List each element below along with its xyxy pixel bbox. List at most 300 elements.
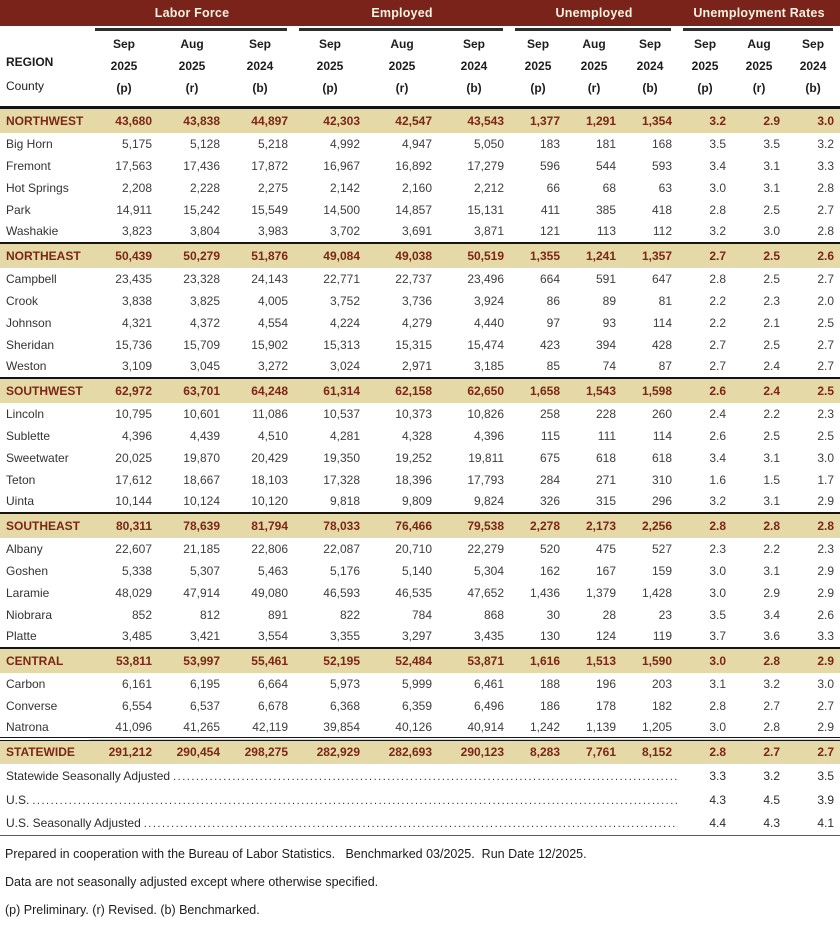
count-cell: 5,973: [329, 676, 360, 691]
count-cell: 4,439: [189, 428, 220, 443]
rate-cell: 4.1: [786, 812, 840, 836]
count-cell: 10,601: [183, 406, 220, 421]
row-label: NORTHWEST: [6, 113, 84, 128]
count-cell: 14,857: [395, 202, 432, 217]
rate-cell: 2.8: [732, 648, 786, 673]
count-cell: 8,283: [510, 739, 566, 764]
rate-cell: 2.8: [709, 271, 727, 286]
rate-cell: 3.1: [763, 494, 781, 508]
row-label: Washakie: [6, 224, 59, 238]
region-header-label: REGION: [6, 55, 54, 69]
rate-cell: 1.7: [817, 472, 835, 487]
count-cell: 282,693: [366, 739, 438, 764]
count-cell: 130: [540, 629, 561, 643]
count-cell: 17,563: [115, 158, 152, 173]
adjusted-rate-row: [0, 812, 840, 836]
group-header-unemployed: Unemployed: [510, 0, 678, 26]
count-cell: 6,678: [257, 698, 288, 713]
count-cell: 24,143: [251, 271, 288, 286]
count-cell: 44,897: [251, 113, 288, 128]
count-cell: 22,279: [467, 541, 505, 556]
count-cell: 114: [652, 428, 673, 443]
count-cell: 15,242: [183, 202, 220, 217]
group-underline-labor-force: [90, 26, 294, 33]
count-cell: 17,436: [183, 158, 220, 173]
rate-cell: 2.9: [817, 494, 835, 508]
count-cell: 15,131: [467, 202, 505, 217]
county-row: [0, 717, 840, 739]
count-cell: 19,811: [468, 450, 505, 465]
rate-cell: 3.0: [678, 648, 732, 673]
count-cell: 6,161: [121, 676, 152, 691]
count-cell: 423: [540, 337, 561, 352]
count-cell: 4,281: [329, 428, 360, 443]
count-cell: 17,279: [467, 158, 505, 173]
period-tag: (r): [395, 81, 409, 95]
count-cell: 1,513: [566, 648, 622, 673]
county-row: [0, 560, 840, 582]
count-cell: 784: [411, 607, 432, 622]
count-cell: 298,275: [226, 739, 294, 764]
county-row: [0, 626, 840, 648]
rate-cell: 2.9: [817, 719, 835, 734]
count-cell: 284: [540, 472, 561, 487]
count-cell: 9,818: [329, 494, 360, 508]
row-label: Albany: [6, 541, 43, 556]
rate-cell: 3.0: [709, 585, 727, 600]
corner-underline-spacer: [0, 26, 90, 33]
region-county-header: [0, 33, 90, 108]
count-cell: 162: [540, 563, 561, 578]
period-month: Sep: [527, 37, 550, 51]
count-cell: 5,307: [189, 563, 220, 578]
count-cell: 1,139: [586, 719, 617, 734]
adjusted-row-label-cell: [0, 764, 678, 788]
count-cell: 1,241: [566, 243, 622, 268]
row-label: NORTHEAST: [0, 243, 90, 268]
count-cell: 3,185: [474, 359, 505, 373]
region-row: [0, 243, 840, 268]
rate-cell: 3.2: [763, 676, 781, 691]
count-cell: 1,543: [566, 378, 622, 403]
count-cell: 85: [546, 359, 561, 373]
rate-cell: 2.8: [678, 739, 732, 764]
county-row: [0, 312, 840, 334]
rate-cell: 3.5: [763, 136, 781, 151]
count-cell: 9,824: [474, 494, 505, 508]
count-cell: 3,554: [257, 629, 288, 643]
count-cell: 6,359: [401, 698, 432, 713]
count-cell: 3,702: [329, 224, 360, 238]
rate-cell: 3.2: [763, 768, 781, 783]
count-cell: 812: [199, 607, 220, 622]
row-label: Niobrara: [6, 607, 53, 622]
rate-cell: 1.6: [709, 472, 727, 487]
rate-cell: 3.1: [763, 450, 781, 465]
row-label: Lincoln: [6, 406, 45, 421]
count-cell: 17,872: [251, 158, 288, 173]
count-cell: 181: [596, 136, 617, 151]
period-month: Sep: [463, 37, 486, 51]
count-cell: 4,554: [257, 315, 288, 330]
count-cell: 852: [131, 607, 152, 622]
count-cell: 15,902: [251, 337, 288, 352]
count-cell: 271: [596, 472, 617, 487]
count-cell: 46,593: [323, 585, 360, 600]
count-cell: 5,218: [257, 136, 288, 151]
rate-cell: 2.6: [817, 607, 835, 622]
footnote-prepared: Prepared in cooperation with the Bureau of Labor Statistics. Benchmarked 03/2025. Run Date 12/2025.: [5, 847, 587, 861]
period-month: Sep: [318, 37, 341, 51]
statewide-row: [0, 739, 840, 764]
rate-cell: 2.9: [817, 585, 835, 600]
count-cell: 675: [540, 450, 561, 465]
rate-cell: 2.6: [678, 378, 732, 403]
count-cell: 22,087: [323, 541, 360, 556]
county-header-label: County: [6, 79, 45, 93]
count-cell: 42,119: [252, 719, 288, 734]
count-cell: 3,752: [329, 293, 360, 308]
count-cell: 203: [652, 676, 673, 691]
count-cell: 6,537: [189, 698, 220, 713]
footnote-legend: (p) Preliminary. (r) Revised. (b) Benchmarked.: [5, 903, 260, 917]
count-cell: 228: [596, 406, 617, 421]
count-cell: 4,279: [401, 315, 432, 330]
period-tag: (b): [805, 81, 821, 95]
count-cell: 18,396: [395, 472, 432, 487]
footnotes: [0, 836, 840, 917]
count-cell: 475: [596, 541, 617, 556]
count-cell: 428: [652, 337, 673, 352]
region-row: [0, 378, 840, 403]
count-cell: 618: [652, 450, 673, 465]
column-group-header-row: [0, 0, 840, 26]
count-cell: 46,535: [395, 585, 432, 600]
rate-cell: 3.1: [709, 676, 727, 691]
period-month: Aug: [747, 37, 771, 51]
count-cell: 593: [652, 158, 673, 173]
count-cell: 1,658: [510, 378, 566, 403]
count-cell: 81: [658, 293, 673, 308]
rate-cell: 2.7: [763, 698, 781, 713]
count-cell: 50,279: [158, 243, 226, 268]
count-cell: 49,038: [366, 243, 438, 268]
period-header: [158, 33, 226, 108]
count-cell: 3,355: [329, 629, 360, 643]
rate-cell: 2.8: [763, 719, 781, 734]
period-header: [226, 33, 294, 108]
count-cell: 80,311: [90, 513, 158, 538]
count-cell: 81,794: [226, 513, 294, 538]
count-cell: 22,607: [115, 541, 152, 556]
rate-cell: 2.7: [786, 739, 840, 764]
row-label: Carbon: [6, 676, 46, 691]
count-cell: 68: [602, 180, 617, 195]
period-tag: (b): [252, 81, 268, 95]
count-cell: 97: [546, 315, 561, 330]
count-cell: 4,321: [121, 315, 152, 330]
count-cell: 62,650: [438, 378, 510, 403]
period-header: [622, 33, 678, 108]
county-row: [0, 447, 840, 469]
rate-cell: 2.6: [709, 428, 727, 443]
rate-cell: 2.5: [763, 271, 781, 286]
row-label: SOUTHEAST: [0, 513, 90, 538]
rate-cell: 3.0: [817, 676, 835, 691]
period-year: 2025: [110, 59, 138, 73]
count-cell: 183: [540, 136, 561, 151]
period-year: 2025: [178, 59, 206, 73]
period-header: [732, 33, 786, 108]
rate-cell: 2.9: [786, 648, 840, 673]
count-cell: 310: [652, 472, 673, 487]
count-cell: 326: [540, 494, 561, 508]
count-cell: 1,205: [642, 719, 673, 734]
count-cell: 43,680: [115, 113, 152, 128]
rate-cell: 3.2: [709, 224, 727, 238]
count-cell: 20,710: [395, 541, 432, 556]
count-cell: 4,005: [257, 293, 288, 308]
count-cell: 14,500: [323, 202, 360, 217]
count-cell: 5,463: [257, 563, 288, 578]
count-cell: 618: [596, 450, 617, 465]
rate-cell: 2.9: [817, 563, 835, 578]
count-cell: 124: [596, 629, 617, 643]
count-cell: 3,825: [189, 293, 220, 308]
period-tag: (r): [752, 81, 766, 95]
count-cell: 23,328: [183, 271, 220, 286]
rate-cell: 2.4: [709, 406, 727, 421]
count-cell: 40,126: [395, 719, 432, 734]
rate-cell: 3.0: [817, 113, 835, 128]
count-cell: 41,265: [183, 719, 220, 734]
county-row: [0, 133, 840, 155]
count-cell: 78,639: [158, 513, 226, 538]
count-cell: 66: [546, 180, 561, 195]
count-cell: 544: [596, 158, 617, 173]
period-year: 2025: [388, 59, 416, 73]
count-cell: 10,795: [115, 406, 152, 421]
count-cell: 3,983: [257, 224, 288, 238]
count-cell: 18,103: [251, 472, 288, 487]
count-cell: 2,256: [622, 513, 678, 538]
rate-cell: 3.2: [817, 136, 835, 151]
count-cell: 1,355: [510, 243, 566, 268]
count-cell: 1,377: [530, 113, 561, 128]
count-cell: 52,195: [294, 648, 366, 673]
period-tag: (p): [530, 81, 546, 95]
row-label: Natrona: [6, 719, 49, 734]
rate-cell: 2.0: [817, 293, 835, 308]
count-cell: 50,439: [90, 243, 158, 268]
count-cell: 53,997: [158, 648, 226, 673]
count-cell: 87: [658, 359, 673, 373]
count-cell: 21,185: [183, 541, 220, 556]
rate-cell: 2.3: [709, 541, 727, 556]
count-cell: 15,549: [251, 202, 288, 217]
count-cell: 664: [540, 271, 561, 286]
count-cell: 42,303: [323, 113, 360, 128]
period-year: 2025: [316, 59, 344, 73]
count-cell: 10,826: [467, 406, 505, 421]
adjusted-row-label: U.S.: [6, 792, 30, 807]
rate-cell: 2.7: [817, 359, 835, 373]
rate-cell: 2.4: [763, 359, 781, 373]
rate-cell: 1.5: [763, 472, 781, 487]
count-cell: 1,291: [586, 113, 617, 128]
count-cell: 14,911: [116, 202, 152, 217]
rate-cell: 3.1: [763, 180, 781, 195]
count-cell: 8,152: [622, 739, 678, 764]
count-cell: 112: [652, 224, 673, 238]
row-label: SOUTHWEST: [0, 378, 90, 403]
count-cell: 61,314: [294, 378, 366, 403]
count-cell: 121: [540, 224, 561, 238]
count-cell: 4,372: [189, 315, 220, 330]
count-cell: 23: [658, 607, 673, 622]
count-cell: 10,124: [183, 494, 220, 508]
period-year: 2024: [636, 59, 664, 73]
row-label: Johnson: [6, 315, 52, 330]
county-row: [0, 604, 840, 626]
count-cell: 3,485: [121, 629, 152, 643]
rate-cell: 2.9: [763, 585, 781, 600]
count-cell: 22,737: [395, 271, 432, 286]
count-cell: 3,435: [474, 629, 505, 643]
period-header: [510, 33, 566, 108]
rate-cell: 3.0: [817, 450, 835, 465]
rate-cell: 2.2: [709, 315, 727, 330]
count-cell: 15,474: [467, 337, 505, 352]
county-row: [0, 199, 840, 221]
count-cell: 15,736: [115, 337, 152, 352]
rate-cell: 2.6: [786, 243, 840, 268]
count-cell: 20,429: [251, 450, 288, 465]
adjusted-rate-row: [0, 764, 840, 788]
rate-cell: 2.5: [732, 243, 786, 268]
row-label: CENTRAL: [0, 648, 90, 673]
count-cell: 1,357: [622, 243, 678, 268]
period-header: [678, 33, 732, 108]
rate-cell: 3.3: [817, 158, 835, 173]
rate-cell: 2.8: [786, 513, 840, 538]
rate-cell: 4.3: [732, 812, 786, 836]
rate-cell: 3.0: [709, 180, 727, 195]
count-cell: 16,967: [323, 158, 360, 173]
count-cell: 520: [540, 541, 561, 556]
count-cell: 178: [596, 698, 617, 713]
group-underline-unemployment-rates: [678, 26, 840, 33]
row-label: Converse: [6, 698, 58, 713]
period-month: Sep: [112, 37, 135, 51]
period-tag: (p): [697, 81, 713, 95]
row-label: STATEWIDE: [0, 739, 90, 764]
count-cell: 47,914: [183, 585, 220, 600]
count-cell: 1,242: [530, 719, 561, 734]
group-header-unemployment-rates: Unemployment Rates: [678, 0, 840, 26]
rate-cell: 2.5: [817, 428, 835, 443]
count-cell: 23,435: [115, 271, 152, 286]
rate-cell: 2.3: [817, 541, 835, 556]
rate-cell: 2.2: [763, 406, 781, 421]
adjusted-row-label-cell: [0, 812, 678, 836]
row-label: Teton: [6, 472, 36, 487]
count-cell: 394: [596, 337, 617, 352]
row-label: Uinta: [6, 494, 35, 508]
period-month: Aug: [582, 37, 606, 51]
count-cell: 2,208: [121, 180, 152, 195]
rate-cell: 2.1: [763, 315, 781, 330]
count-cell: 5,304: [474, 563, 505, 578]
rate-cell: 3.4: [709, 158, 727, 173]
period-year: 2024: [799, 59, 827, 73]
count-cell: 196: [596, 676, 617, 691]
rate-cell: 3.3: [817, 629, 835, 643]
row-label: Crook: [6, 293, 39, 308]
count-cell: 10,144: [115, 494, 152, 508]
count-cell: 55,461: [226, 648, 294, 673]
rate-cell: 4.4: [678, 812, 732, 836]
count-cell: 5,176: [329, 563, 360, 578]
adjusted-row-label: Statewide Seasonally Adjusted: [6, 768, 171, 783]
count-cell: 1,379: [586, 585, 617, 600]
count-cell: 15,313: [323, 337, 360, 352]
count-cell: 53,871: [438, 648, 510, 673]
count-cell: 39,854: [323, 719, 360, 734]
row-label: Sweetwater: [6, 450, 69, 465]
period-header: [294, 33, 366, 108]
row-label: Big Horn: [6, 136, 53, 151]
row-label: Sheridan: [6, 337, 55, 352]
count-cell: 4,328: [401, 428, 432, 443]
group-underline-unemployed: [510, 26, 678, 33]
count-cell: 3,736: [401, 293, 432, 308]
count-cell: 17,612: [115, 472, 152, 487]
rate-cell: 2.7: [732, 739, 786, 764]
count-cell: 418: [652, 202, 673, 217]
count-cell: 17,328: [323, 472, 360, 487]
count-cell: 43,838: [183, 113, 220, 128]
count-cell: 10,537: [323, 406, 360, 421]
count-cell: 15,709: [183, 337, 220, 352]
period-header: [366, 33, 438, 108]
count-cell: 315: [596, 494, 617, 508]
county-row: [0, 695, 840, 717]
count-cell: 2,275: [257, 180, 288, 195]
count-cell: 16,892: [395, 158, 432, 173]
count-cell: 6,368: [329, 698, 360, 713]
count-cell: 1,428: [642, 585, 673, 600]
count-cell: 411: [540, 202, 561, 217]
period-header: [786, 33, 840, 108]
county-row: [0, 177, 840, 199]
count-cell: 290,454: [158, 739, 226, 764]
count-cell: 4,992: [329, 136, 360, 151]
count-cell: 5,050: [474, 136, 505, 151]
count-cell: 4,396: [474, 428, 505, 443]
count-cell: 20,025: [115, 450, 152, 465]
period-month: Aug: [180, 37, 204, 51]
count-cell: 3,045: [189, 359, 220, 373]
count-cell: 159: [652, 563, 673, 578]
count-cell: 5,175: [121, 136, 152, 151]
count-cell: 40,914: [467, 719, 505, 734]
count-cell: 2,278: [510, 513, 566, 538]
rate-cell: 3.5: [709, 607, 727, 622]
rate-cell: 2.5: [763, 337, 781, 352]
rate-cell: 4.5: [763, 792, 781, 807]
row-label: Hot Springs: [6, 180, 69, 195]
